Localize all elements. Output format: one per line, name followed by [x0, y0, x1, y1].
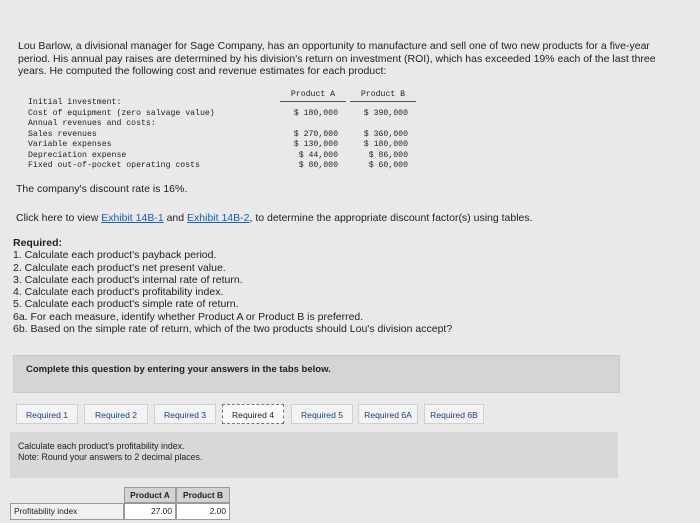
required-item: 6a. For each measure, identify whether Product A or Product B is preferred. — [13, 310, 364, 323]
tab-content-area — [10, 432, 618, 478]
equipment-product-a: $ 180,000 — [293, 108, 338, 118]
problem-intro: Lou Barlow, a divisional manager for Sage Company, has an opportunity to manufacture and sell one of two new products for a five-year period. His annual pay raises are determined by his division's return on investment (ROI), which has exceeded 19% each of the last three years. He computed the following cost and revenue estimates for each product: — [18, 40, 656, 77]
instruction-line-1: Calculate each product's profitability index. — [18, 441, 185, 451]
tab-required-6b[interactable]: Required 6B — [424, 404, 484, 424]
click-prefix: Click here to view — [16, 212, 99, 224]
exhibit-14b-2-link[interactable]: Exhibit 14B-2 — [187, 212, 250, 224]
tab-required-5[interactable]: Required 5 — [291, 404, 353, 424]
answer-row-label: Profitability index — [10, 503, 124, 520]
required-item: 4. Calculate each product's profitability index. — [13, 286, 224, 299]
variable-product-b: $ 180,000 — [363, 140, 408, 149]
required-title: Required: — [13, 237, 63, 249]
sales-product-b: $ 360,000 — [363, 130, 408, 139]
answer-col-header-b: Product B — [176, 487, 230, 503]
col-header-product-b: Product B — [350, 90, 416, 102]
row-label-fixed: Fixed out-of-pocket operating costs — [28, 161, 200, 170]
tab-required-4[interactable]: Required 4 — [222, 404, 284, 424]
panel-text: Complete this question by entering your answers in the tabs below. — [26, 364, 331, 375]
profitability-index-a-input[interactable]: 27.00 — [124, 503, 176, 520]
required-list — [13, 237, 452, 335]
sales-product-a: $ 270,000 — [293, 130, 338, 139]
annual-label: Annual revenues and costs: — [28, 119, 156, 128]
required-item: 2. Calculate each product's net present value. — [13, 261, 226, 274]
equipment-label: Cost of equipment (zero salvage value) — [28, 108, 215, 118]
exhibit-14b-1-link[interactable]: Exhibit 14B-1 — [101, 212, 164, 224]
fixed-product-a: $ 80,000 — [298, 161, 338, 170]
click-suffix: , to determine the appropriate discount factor(s) using tables. — [249, 212, 533, 224]
initial-investment-label: Initial investment: — [28, 98, 122, 107]
discount-rate-text: The company's discount rate is 16%. — [16, 183, 188, 195]
row-label-sales: Sales revenues — [28, 129, 97, 139]
row-label-variable: Variable expenses — [28, 140, 112, 149]
required-item: 1. Calculate each product's payback period. — [13, 249, 217, 262]
tab-required-6a[interactable]: Required 6A — [358, 404, 418, 424]
instruction-line-2: Note: Round your answers to 2 decimal places. — [18, 452, 203, 462]
and-text: and — [166, 212, 185, 224]
required-item: 6b. Based on the simple rate of return, which of the two products should Lou's division accept? — [13, 323, 453, 336]
required-item: 3. Calculate each product's internal rate of return. — [13, 273, 243, 286]
tab-required-2[interactable]: Required 2 — [84, 404, 148, 424]
col-header-product-a: Product A — [280, 90, 346, 102]
tab-required-3[interactable]: Required 3 — [154, 404, 216, 424]
answer-col-header-a: Product A — [124, 487, 176, 503]
variable-product-a: $ 130,000 — [293, 140, 338, 149]
depreciation-product-a: $ 44,000 — [298, 150, 338, 160]
exhibit-line — [16, 212, 533, 224]
required-item: 5. Calculate each product's simple rate of return. — [13, 298, 239, 311]
instruction-panel — [13, 355, 620, 393]
equipment-product-b: $ 390,000 — [363, 108, 408, 118]
tab-instructions — [18, 441, 202, 463]
profitability-index-b-input[interactable]: 2.00 — [176, 503, 230, 520]
tab-required-1[interactable]: Required 1 — [16, 404, 78, 424]
depreciation-product-b: $ 86,000 — [368, 150, 408, 160]
fixed-product-b: $ 60,000 — [368, 161, 408, 170]
row-label-depreciation: Depreciation expense — [28, 150, 127, 160]
